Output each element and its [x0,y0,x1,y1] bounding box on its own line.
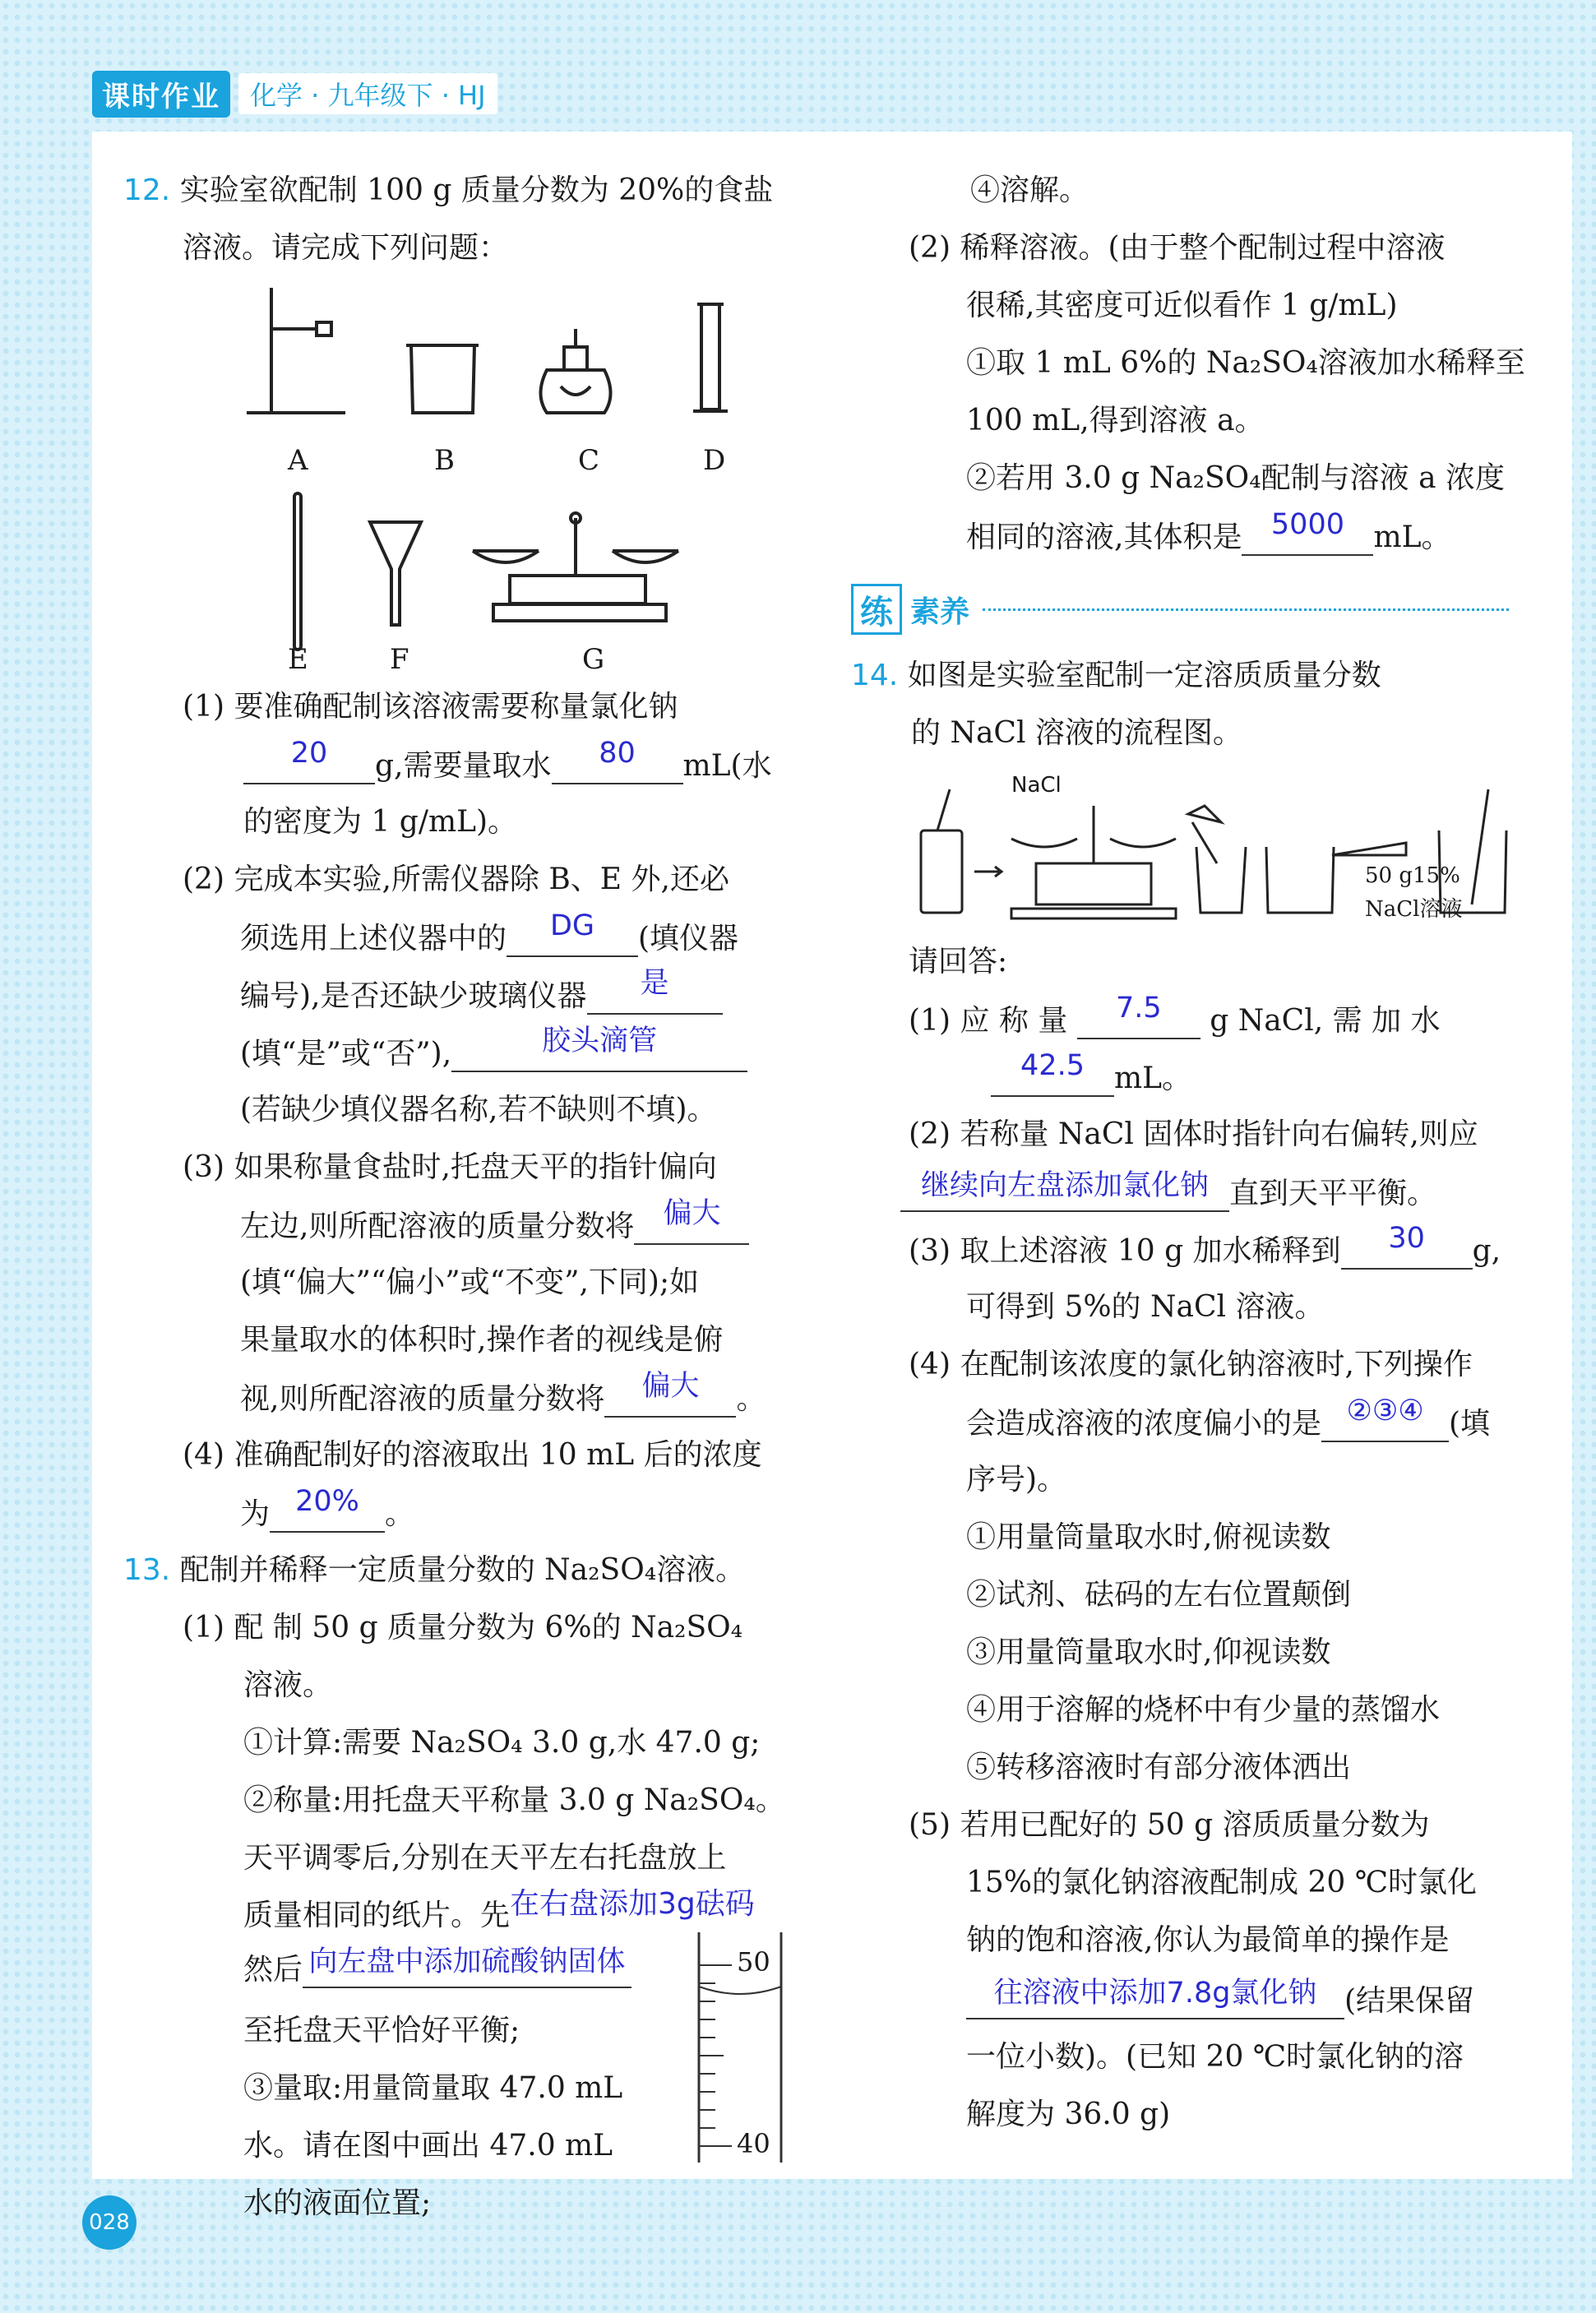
q14-p5-line3: 钠的饱和溶液,你认为最简单的操作是 [966,1923,1450,1957]
q13-p1-line1: (1) 配 制 50 g 质量分数为 6%的 Na₂SO₄ [183,1611,743,1645]
q14-p4-line2: 会造成溶液的浓度偏小的是 ②③④ (填 [966,1395,1491,1441]
q14-p1-line2: 42.5 mL。 [991,1059,1191,1097]
q12-p1-line1: (1) 要准确配制该溶液需要称量氯化钠 [183,690,678,724]
q14-p1-line1: (1) 应 称 量 7.5 g NaCl, 需 加 水 [909,992,1441,1038]
label-g: G [582,643,605,676]
graduated-cylinder-icon [693,304,728,411]
q14-p5-line6: 解度为 36.0 g) [966,2098,1171,2131]
section-heading [851,584,1509,635]
q13-p2-line3: ①取 1 mL 6%的 Na₂SO₄溶液加水稀释至 [966,346,1525,380]
q14-option-1: ①用量筒量取水时,俯视读数 [966,1520,1331,1554]
q12-p2-line4: (填“是”或“否”), 胶头滴管 [240,1034,747,1072]
cylinder-mark-40: 40 [737,2128,770,2159]
answer-blank-pointer-right[interactable]: 继续向左盘添加氯化钠 [900,1174,1229,1212]
q14-p5-line5: 一位小数)。(已知 20 ℃时氯化钠的溶 [966,2040,1464,2074]
q14-p5-line1: (5) 若用已配好的 50 g 溶质质量分数为 [909,1808,1430,1842]
answer-blank-concentration[interactable]: 20% [270,1495,385,1533]
q12-p3-line5: 视,则所配溶液的质量分数将 偏大 。 [240,1370,766,1416]
q14-p4-line1: (4) 在配制该浓度的氯化钠溶液时,下列操作 [909,1348,1473,1381]
q12-stem-line1 [123,173,773,209]
q13-p1-line2: 溶液。 [243,1668,333,1702]
q12-p4-line1: (4) 准确配制好的溶液取出 10 mL 后的浓度 [183,1438,762,1472]
q13-step2d: 然后 向左盘中添加硫酸钠固体 [243,1950,631,1988]
funnel-icon [370,522,421,625]
answer-blank-solution-volume[interactable]: 5000 [1242,518,1373,556]
q13-p2-line4: 100 mL,得到溶液 a。 [966,404,1265,437]
q12-p1-line2: 20 g,需要量取水 80 mL(水 [243,747,772,784]
answer-blank-missing-glass[interactable]: 是 [587,977,723,1015]
q12-p3-line2: 左边,则所配溶液的质量分数将 偏大 [240,1207,749,1245]
q12-apparatus-figure [238,280,732,674]
cylinder-mark-50: 50 [737,1946,770,1978]
label-f: F [390,643,409,676]
q14-p4-line3: 序号)。 [966,1463,1067,1497]
page-header [92,72,497,115]
q12-number: 12. [123,173,171,207]
reagent-bottle-icon [921,830,962,913]
beaker-icon [406,345,479,413]
flow-label-solution: NaCl溶液 [1365,897,1463,922]
q12-stem-line2: 溶液。请完成下列问题： [183,231,509,265]
q13-step1: ①计算:需要 Na₂SO₄ 3.0 g,水 47.0 g; [243,1726,761,1760]
q13-p2-line6: 相同的溶液,其体积是 5000 mL。 [966,508,1451,554]
section-title: 素养 [910,594,970,629]
answer-blank-water-volume[interactable]: 80 [552,747,683,784]
alcohol-lamp-icon [541,329,611,413]
q14-option-4: ④用于溶解的烧杯中有少量的蒸馏水 [966,1693,1441,1727]
q14-stem-line2: 的 NaCl 溶液的流程图。 [911,716,1242,750]
beaker-icon [1196,847,1246,913]
q14-option-3: ③用量筒量取水时,仰视读数 [966,1635,1331,1669]
answer-blank-dilute-mass[interactable]: 30 [1341,1232,1473,1270]
q12-p3-line4: 果量取水的体积时,操作者的视线是俯 [240,1323,724,1357]
answer-blank-saturate[interactable]: 往溶液中添加7.8g氯化钠 [966,1982,1344,2019]
q14-p3-line1: (3) 取上述溶液 10 g 加水稀释到 30 g, [909,1222,1501,1268]
q14-p5-line4: 往溶液中添加7.8g氯化钠 (结果保留 [966,1982,1474,2019]
q12-p3-line1: (3) 如果称量食盐时,托盘天平的指针偏向 [183,1150,717,1184]
glass-rod-icon [294,493,301,650]
q14-stem-line1: 14. 如图是实验室配制一定溶质质量分数 [851,659,1381,692]
series-badge: 课时作业 [92,71,230,118]
q13-stem: 13. 配制并稀释一定质量分数的 Na₂SO₄溶液。 [123,1553,746,1587]
balance-icon [1011,839,1077,847]
q14-number: 14. [851,659,899,692]
q13-step2c: 质量相同的纸片。先在右盘添加3g砝码 [243,1887,755,1932]
answer-blank-nacl-weigh[interactable]: 7.5 [1077,1002,1200,1039]
subject-label: 化学 · 九年级下 · HJ [238,73,497,114]
answer-blank-glass-name[interactable]: 胶头滴管 [451,1034,747,1072]
q13-step2e: 至托盘天平恰好平衡; [243,2014,520,2047]
q13-p2-line1: (2) 稀释溶液。(由于整个配制过程中溶液 [909,231,1446,265]
answer-blank-add-solid[interactable]: 向左盘中添加硫酸钠固体 [303,1950,631,1988]
q12-stem: 实验室欲配制 100 g 质量分数为 20%的食盐 [179,173,774,207]
q13-step2: ②称量:用托盘天平称量 3.0 g Na₂SO₄。 [243,1783,785,1817]
q14-option-5: ⑤转移溶液时有部分液体洒出 [966,1751,1352,1784]
q12-p2-line3: 编号),是否还缺少玻璃仪器 是 [240,977,723,1015]
section-arrow-line [983,608,1509,611]
q14-option-2: ②试剂、砝码的左右位置颠倒 [966,1578,1352,1612]
handwritten-answer-weights[interactable]: 在右盘添加3g砝码 [510,1887,755,1921]
label-c: C [578,444,600,477]
q13-step4: ④溶解。 [970,173,1089,207]
q12-p1-line3: 的密度为 1 g/mL)。 [243,805,518,839]
q12-p2-line2: 须选用上述仪器中的 DG (填仪器 [240,909,739,955]
q14-ask: 请回答: [909,945,1008,978]
q13-step2b: 天平调零后,分别在天平左右托盘放上 [243,1841,727,1875]
q13-p2-line2: 很稀,其密度可近似看作 1 g/mL) [966,289,1398,322]
answer-blank-instruments[interactable]: DG [507,919,638,957]
q13-p2-line5: ②若用 3.0 g Na₂SO₄配制与溶液 a 浓度 [966,461,1505,495]
q13-step3c: 水的液面位置; [243,2186,432,2220]
label-e: E [288,643,308,676]
q12-p4-line2: 为 20% 。 [240,1485,415,1531]
page-number: 028 [82,2195,136,2250]
q13-step3: ③量取:用量筒量取 47.0 mL [243,2071,623,2105]
answer-blank-nacl-mass[interactable]: 20 [243,747,375,784]
answer-blank-low-concentration[interactable]: ②③④ [1321,1404,1449,1442]
answer-blank-left-tilt[interactable]: 偏大 [634,1207,749,1245]
answer-blank-look-down[interactable]: 偏大 [604,1380,736,1418]
q14-p2-line2: 继续向左盘添加氯化钠 直到天平平衡。 [900,1174,1436,1212]
flow-label-mass: 50 g15% [1365,863,1460,888]
q13-step3b: 水。请在图中画出 47.0 mL [243,2129,613,2163]
answer-blank-add-water[interactable]: 42.5 [991,1059,1114,1097]
label-a: A [288,444,308,477]
flow-label-nacl: NaCl [1011,773,1062,798]
section-box: 练 [851,584,902,635]
label-b: B [434,444,455,477]
q14-p2-line1: (2) 若称量 NaCl 固体时指针向右偏转,则应 [909,1117,1478,1151]
q14-p3-line2: 可得到 5%的 NaCl 溶液。 [966,1290,1325,1324]
q12-p2-line5: (若缺少填仪器名称,若不缺则不填)。 [240,1093,717,1126]
iron-stand-icon [247,288,345,413]
beaker-icon-2 [1266,847,1334,913]
q13-number: 13. [123,1553,171,1587]
balance-icon [473,513,678,621]
q14-p5-line2: 15%的氯化钠溶液配制成 20 ℃时氯化 [966,1866,1477,1899]
q12-p2-line1: (2) 完成本实验,所需仪器除 B、E 外,还必 [183,863,729,896]
q12-p3-line3: (填“偏大”“偏小”或“不变”,下同);如 [240,1265,700,1299]
label-d: D [703,444,726,477]
